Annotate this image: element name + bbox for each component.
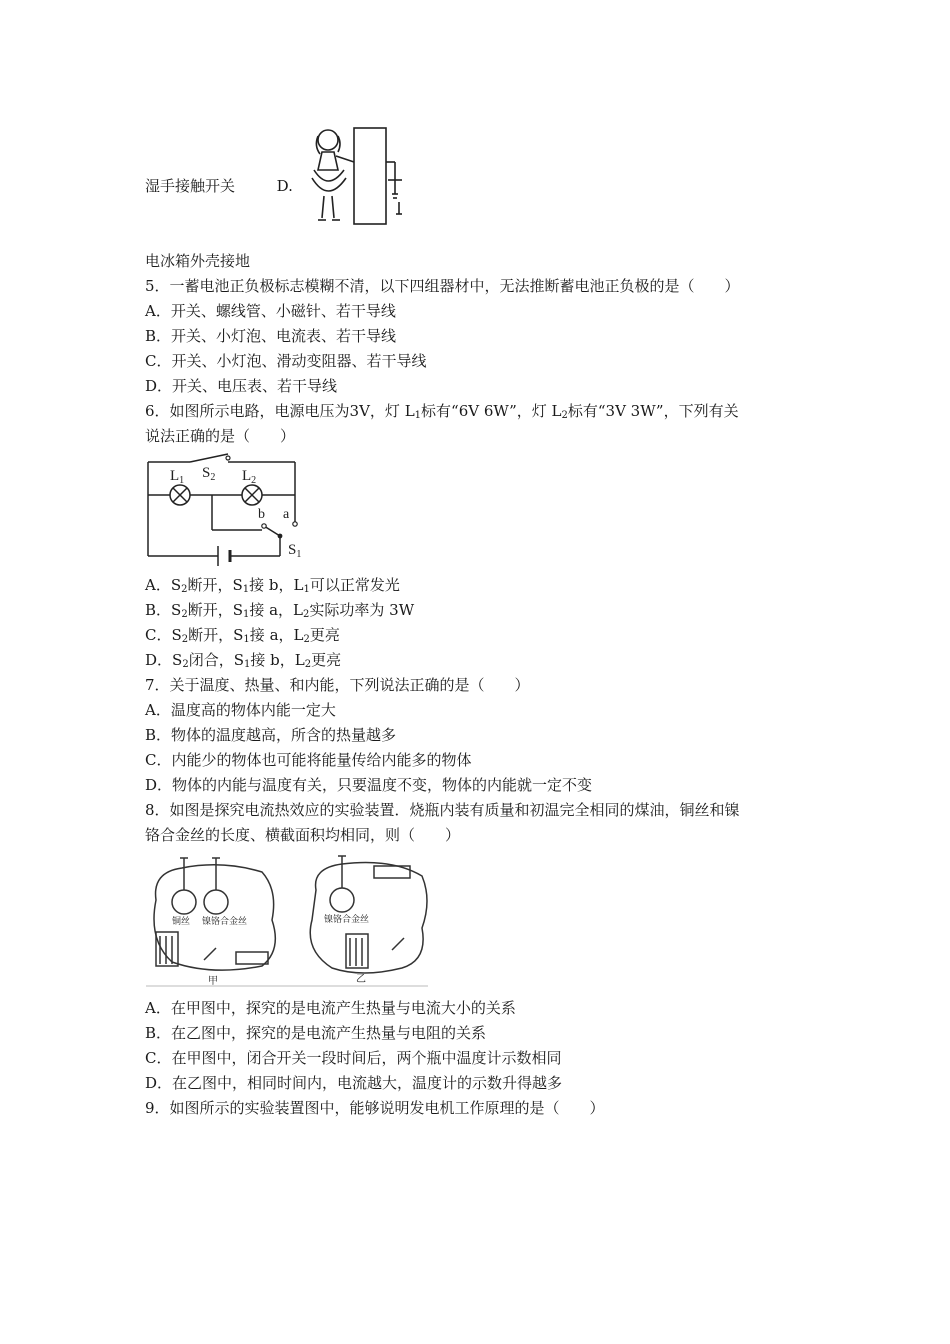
q5-option-c: C．开关、小灯泡、滑动变阻器、若干导线	[145, 352, 427, 370]
label-l2: L	[242, 468, 252, 484]
q6-circuit-diagram	[140, 452, 310, 570]
q9-stem: 9．如图所示的实验装置图中，能够说明发电机工作原理的是（ ）	[145, 1099, 605, 1117]
girl-refrigerator-figure	[300, 122, 410, 230]
q7-option-a: A．温度高的物体内能一定大	[145, 701, 336, 719]
q8-stem-line1: 8．如图是探究电流热效应的实验装置．烧瓶内装有质量和初温完全相同的煤油，铜丝和镍	[145, 801, 740, 819]
q8-option-b: B．在乙图中，探究的是电流产生热量与电阻的关系	[145, 1024, 487, 1042]
q6-option-a: A．$S_2$断开，$S_1$接 b，$L_1$可以正常发光	[145, 576, 400, 595]
q8-heating-experiment-figure	[142, 850, 432, 988]
label-nichrome-wire-jia: 镍铬合金丝	[202, 917, 248, 927]
label-l1: L	[170, 468, 180, 484]
label-b: b	[258, 507, 265, 522]
q7-option-c: C．内能少的物体也可能将能量传给内能多的物体	[145, 751, 472, 769]
label-copper-wire: 铜丝	[172, 917, 191, 927]
q6-stem-line1: 6．如图所示电路，电源电压为3V，灯 $L_1$标有“6V 6W”，灯 $L_2$标有“3V 3W”，下列有关	[145, 402, 739, 421]
label-s2-sub: 2	[210, 472, 216, 483]
q4-option-d-label: D.	[276, 177, 293, 195]
label-s2: S	[202, 465, 211, 481]
q5-option-b: B．开关、小灯泡、电流表、若干导线	[145, 327, 397, 345]
q5-stem: 5．一蓄电池正负极标志模糊不清，以下四组器材中，无法推断蓄电池正负极的是（ ）	[145, 277, 740, 295]
svg-text:S1	[288, 542, 301, 560]
label-a: a	[283, 507, 290, 522]
label-yi: 乙	[356, 974, 366, 985]
q6-option-d: D．$S_2$闭合，$S_1$接 b，$L_2$更亮	[145, 651, 342, 670]
svg-text:L2	[242, 468, 256, 486]
label-l1-sub: 1	[179, 475, 185, 486]
label-l2-sub: 2	[251, 475, 257, 486]
q5-option-d: D．开关、电压表、若干导线	[145, 377, 338, 395]
q8-option-d: D．在乙图中，相同时间内，电流越大，温度计的示数升得越多	[145, 1074, 563, 1092]
q4-option-c-text: 湿手接触开关 D.	[145, 177, 293, 195]
q7-option-b: B．物体的温度越高，所含的热量越多	[145, 726, 397, 744]
q5-option-a: A．开关、螺线管、小磁针、若干导线	[145, 302, 396, 320]
q6-option-b: B．$S_2$断开，$S_1$接 a，$L_2$实际功率为 3W	[145, 601, 415, 620]
q6-stem-line2: 说法正确的是（ ）	[145, 427, 296, 445]
label-s1: S	[288, 542, 297, 558]
q8-option-c: C．在甲图中，闭合开关一段时间后，两个瓶中温度计示数相同	[145, 1049, 562, 1067]
q4-option-d-text: 电冰箱外壳接地	[145, 252, 251, 270]
q8-stem-line2: 铬合金丝的长度、横截面积均相同，则（ ）	[145, 826, 461, 844]
label-nichrome-wire-yi: 镍铬合金丝	[324, 915, 370, 925]
svg-text:L1	[170, 468, 184, 486]
label-s1-sub: 1	[296, 549, 302, 560]
q7-option-d: D．物体的内能与温度有关，只要温度不变，物体的内能就一定不变	[145, 776, 593, 794]
q6-option-c: C．$S_2$断开，$S_1$接 a，$L_2$更亮	[145, 626, 340, 645]
svg-text:S2	[202, 465, 215, 483]
label-jia: 甲	[208, 976, 218, 987]
q8-option-a: A．在甲图中，探究的是电流产生热量与电流大小的关系	[145, 999, 516, 1017]
q7-stem: 7．关于温度、热量、和内能，下列说法正确的是（ ）	[145, 676, 530, 694]
